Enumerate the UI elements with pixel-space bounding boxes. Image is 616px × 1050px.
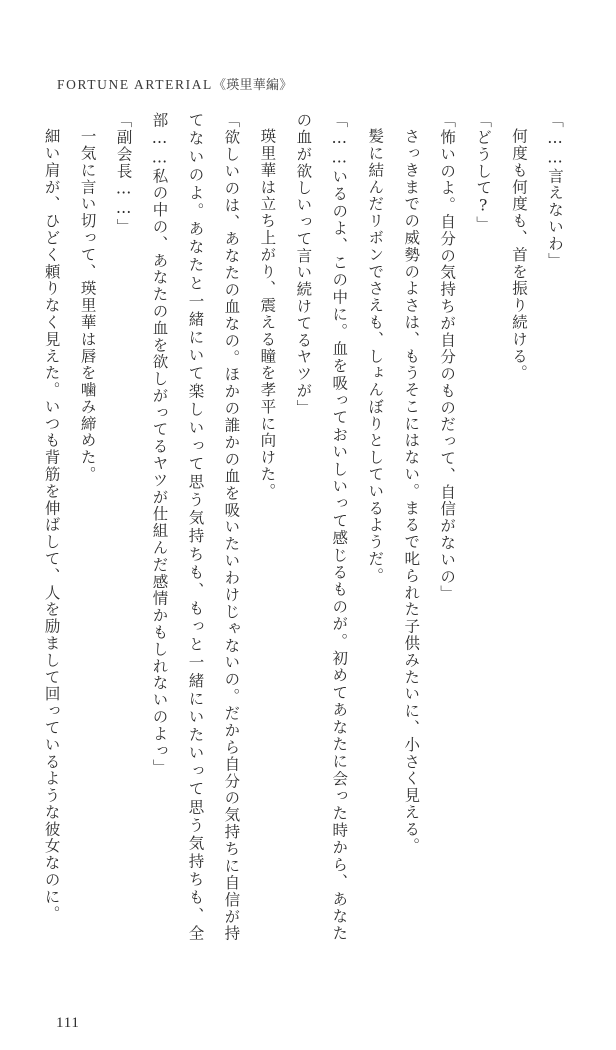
paragraph: 一気に言い切って、瑛里華は唇を噛み締めた。 (78, 127, 97, 483)
page-number: 111 (56, 1015, 80, 1031)
paragraph: 「どうして?」 (474, 112, 493, 233)
paragraph: 瑛里華は立ち上がり、震える瞳を孝平に向けた。 (258, 127, 277, 500)
paragraph: 「……言えないわ」 (546, 112, 564, 270)
body-text (33, 112, 572, 942)
paragraph: 何度も何度も、首を振り続ける。 (510, 127, 529, 381)
paragraph: さっきまでの威勢のよさは、もうそこにはない。まるで叱られた子供みたいに、小さく見える。 (402, 127, 421, 854)
paragraph: 「副会長……」 (114, 112, 133, 236)
paragraph: 髪に結んだリボンでさえも、しょんぼりとしているようだ。 (366, 127, 385, 584)
paragraph: 細い肩が、ひどく頼りなく見えた。いつも背筋を伸ばして、人を励まして回っているような彼女なのに。 (42, 127, 61, 922)
paragraph: 「欲しいのは、あなたの血なの。ほかの誰かの血を吸いたいわけじゃないの。だから自分の気持ちに自信が持てないのよ。あなたと一緒にいて楽しいって思う気持ちも、もっと一緒にいたいって思う気持ちも、全部……私の中の、あなたの血を欲しがってるヤツが仕組んだ感情かもしれないのよっ」 (150, 112, 241, 942)
running-head (57, 74, 293, 93)
running-head-chapter-title: 《瑛里華編》 (212, 77, 293, 92)
paragraph: 「怖いのよ。自分の気持ちが自分のものだって、自信がないの」 (438, 112, 457, 602)
running-head-series-title: FORTUNE ARTERIAL (57, 77, 213, 92)
paragraph: 「……いるのよ、この中に。血を吸っておいしいって感じるものが。初めてあなたに会った時から、あなたの血が欲しいって言い続けてるヤツが」 (294, 112, 349, 942)
